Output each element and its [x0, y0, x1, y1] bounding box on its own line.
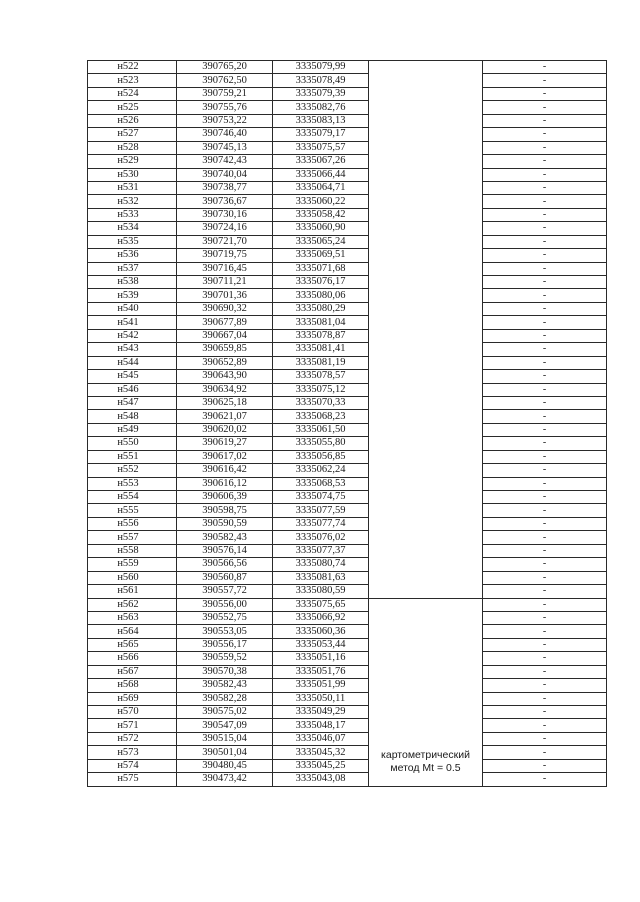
x-coordinate-cell: 390598,75: [177, 504, 273, 517]
y-coordinate-cell: 3335071,68: [273, 262, 369, 275]
table-row: [88, 370, 607, 383]
x-coordinate-cell: 390625,18: [177, 396, 273, 409]
table-row: [88, 141, 607, 154]
y-coordinate-cell: 3335051,76: [273, 665, 369, 678]
y-coordinate-cell: 3335078,87: [273, 329, 369, 342]
dash-cell: -: [483, 585, 607, 598]
point-id-cell: н530: [88, 168, 177, 181]
table-row: [88, 329, 607, 342]
table-row: [88, 155, 607, 168]
point-id-cell: н538: [88, 276, 177, 289]
y-coordinate-cell: 3335083,13: [273, 114, 369, 127]
y-coordinate-cell: 3335060,36: [273, 625, 369, 638]
table-row: [88, 195, 607, 208]
dash-cell: -: [483, 262, 607, 275]
dash-cell: -: [483, 383, 607, 396]
y-coordinate-cell: 3335078,49: [273, 74, 369, 87]
x-coordinate-cell: 390582,43: [177, 531, 273, 544]
point-id-cell: н559: [88, 558, 177, 571]
table-row: [88, 585, 607, 598]
x-coordinate-cell: 390557,72: [177, 585, 273, 598]
x-coordinate-cell: 390721,70: [177, 235, 273, 248]
point-id-cell: н562: [88, 598, 177, 611]
table-row: [88, 706, 607, 719]
method-cell: картометрический метод Mt = 0.5: [369, 598, 483, 786]
dash-cell: -: [483, 396, 607, 409]
y-coordinate-cell: 3335082,76: [273, 101, 369, 114]
x-coordinate-cell: 390547,09: [177, 719, 273, 732]
table-row: [88, 423, 607, 436]
y-coordinate-cell: 3335077,59: [273, 504, 369, 517]
table-row: [88, 168, 607, 181]
table-row: [88, 571, 607, 584]
y-coordinate-cell: 3335046,07: [273, 732, 369, 745]
x-coordinate-cell: 390617,02: [177, 450, 273, 463]
dash-cell: -: [483, 87, 607, 100]
dash-cell: -: [483, 625, 607, 638]
y-coordinate-cell: 3335079,99: [273, 61, 369, 74]
y-coordinate-cell: 3335056,85: [273, 450, 369, 463]
dash-cell: -: [483, 504, 607, 517]
table-row: [88, 181, 607, 194]
y-coordinate-cell: 3335062,24: [273, 464, 369, 477]
table-row: [88, 222, 607, 235]
point-id-cell: н533: [88, 208, 177, 221]
x-coordinate-cell: 390560,87: [177, 571, 273, 584]
dash-cell: -: [483, 450, 607, 463]
dash-cell: -: [483, 692, 607, 705]
dash-cell: -: [483, 74, 607, 87]
dash-cell: -: [483, 719, 607, 732]
y-coordinate-cell: 3335043,08: [273, 773, 369, 786]
point-id-cell: н542: [88, 329, 177, 342]
x-coordinate-cell: 390716,45: [177, 262, 273, 275]
x-coordinate-cell: 390616,12: [177, 477, 273, 490]
dash-cell: -: [483, 773, 607, 786]
y-coordinate-cell: 3335045,32: [273, 746, 369, 759]
point-id-cell: н574: [88, 759, 177, 772]
point-id-cell: н529: [88, 155, 177, 168]
y-coordinate-cell: 3335079,39: [273, 87, 369, 100]
x-coordinate-cell: 390616,42: [177, 464, 273, 477]
table-row: [88, 128, 607, 141]
x-coordinate-cell: 390759,21: [177, 87, 273, 100]
point-id-cell: н551: [88, 450, 177, 463]
point-id-cell: н567: [88, 665, 177, 678]
point-id-cell: н547: [88, 396, 177, 409]
dash-cell: -: [483, 114, 607, 127]
dash-cell: -: [483, 249, 607, 262]
y-coordinate-cell: 3335081,41: [273, 343, 369, 356]
dash-cell: -: [483, 652, 607, 665]
point-id-cell: н550: [88, 437, 177, 450]
dash-cell: -: [483, 423, 607, 436]
y-coordinate-cell: 3335079,17: [273, 128, 369, 141]
point-id-cell: н565: [88, 638, 177, 651]
table-row: [88, 652, 607, 665]
dash-cell: -: [483, 316, 607, 329]
x-coordinate-cell: 390576,14: [177, 544, 273, 557]
dash-cell: -: [483, 611, 607, 624]
x-coordinate-cell: 390556,00: [177, 598, 273, 611]
y-coordinate-cell: 3335075,65: [273, 598, 369, 611]
table-row: [88, 61, 607, 74]
y-coordinate-cell: 3335080,06: [273, 289, 369, 302]
table-row: [88, 746, 607, 759]
dash-cell: -: [483, 679, 607, 692]
y-coordinate-cell: 3335066,44: [273, 168, 369, 181]
point-id-cell: н544: [88, 356, 177, 369]
point-id-cell: н569: [88, 692, 177, 705]
y-coordinate-cell: 3335077,74: [273, 517, 369, 530]
dash-cell: -: [483, 356, 607, 369]
point-id-cell: н575: [88, 773, 177, 786]
point-id-cell: н534: [88, 222, 177, 235]
y-coordinate-cell: 3335070,33: [273, 396, 369, 409]
point-id-cell: н525: [88, 101, 177, 114]
x-coordinate-cell: 390677,89: [177, 316, 273, 329]
x-coordinate-cell: 390552,75: [177, 611, 273, 624]
y-coordinate-cell: 3335051,99: [273, 679, 369, 692]
table-row: [88, 759, 607, 772]
x-coordinate-cell: 390659,85: [177, 343, 273, 356]
y-coordinate-cell: 3335075,12: [273, 383, 369, 396]
dash-cell: -: [483, 329, 607, 342]
point-id-cell: н554: [88, 491, 177, 504]
table-row: [88, 74, 607, 87]
y-coordinate-cell: 3335058,42: [273, 208, 369, 221]
x-coordinate-cell: 390619,27: [177, 437, 273, 450]
dash-cell: -: [483, 141, 607, 154]
dash-cell: -: [483, 464, 607, 477]
dash-cell: -: [483, 638, 607, 651]
y-coordinate-cell: 3335055,80: [273, 437, 369, 450]
coordinates-table-body: [88, 61, 607, 787]
x-coordinate-cell: 390724,16: [177, 222, 273, 235]
table-row: [88, 477, 607, 490]
table-row: [88, 437, 607, 450]
y-coordinate-cell: 3335064,71: [273, 181, 369, 194]
x-coordinate-cell: 390711,21: [177, 276, 273, 289]
y-coordinate-cell: 3335080,74: [273, 558, 369, 571]
x-coordinate-cell: 390740,04: [177, 168, 273, 181]
table-row: [88, 383, 607, 396]
point-id-cell: н573: [88, 746, 177, 759]
dash-cell: -: [483, 302, 607, 315]
dash-cell: -: [483, 208, 607, 221]
dash-cell: -: [483, 343, 607, 356]
table-row: [88, 410, 607, 423]
point-id-cell: н528: [88, 141, 177, 154]
y-coordinate-cell: 3335069,51: [273, 249, 369, 262]
point-id-cell: н531: [88, 181, 177, 194]
y-coordinate-cell: 3335068,23: [273, 410, 369, 423]
y-coordinate-cell: 3335068,53: [273, 477, 369, 490]
dash-cell: -: [483, 477, 607, 490]
dash-cell: -: [483, 558, 607, 571]
x-coordinate-cell: 390742,43: [177, 155, 273, 168]
point-id-cell: н568: [88, 679, 177, 692]
y-coordinate-cell: 3335045,25: [273, 759, 369, 772]
point-id-cell: н548: [88, 410, 177, 423]
dash-cell: -: [483, 491, 607, 504]
y-coordinate-cell: 3335061,50: [273, 423, 369, 436]
x-coordinate-cell: 390745,13: [177, 141, 273, 154]
x-coordinate-cell: 390667,04: [177, 329, 273, 342]
table-row: [88, 692, 607, 705]
x-coordinate-cell: 390652,89: [177, 356, 273, 369]
y-coordinate-cell: 3335077,37: [273, 544, 369, 557]
point-id-cell: н546: [88, 383, 177, 396]
x-coordinate-cell: 390620,02: [177, 423, 273, 436]
table-row: [88, 504, 607, 517]
table-row: [88, 302, 607, 315]
dash-cell: -: [483, 598, 607, 611]
dash-cell: -: [483, 370, 607, 383]
point-id-cell: н571: [88, 719, 177, 732]
table-row: [88, 114, 607, 127]
point-id-cell: н543: [88, 343, 177, 356]
y-coordinate-cell: 3335067,26: [273, 155, 369, 168]
x-coordinate-cell: 390582,43: [177, 679, 273, 692]
point-id-cell: н524: [88, 87, 177, 100]
x-coordinate-cell: 390634,92: [177, 383, 273, 396]
y-coordinate-cell: 3335074,75: [273, 491, 369, 504]
x-coordinate-cell: 390590,59: [177, 517, 273, 530]
x-coordinate-cell: 390701,36: [177, 289, 273, 302]
table-row: [88, 531, 607, 544]
table-row: [88, 679, 607, 692]
x-coordinate-cell: 390480,45: [177, 759, 273, 772]
y-coordinate-cell: 3335076,17: [273, 276, 369, 289]
table-row: [88, 491, 607, 504]
point-id-cell: н566: [88, 652, 177, 665]
x-coordinate-cell: 390515,04: [177, 732, 273, 745]
point-id-cell: н523: [88, 74, 177, 87]
x-coordinate-cell: 390755,76: [177, 101, 273, 114]
point-id-cell: н527: [88, 128, 177, 141]
table-row: [88, 396, 607, 409]
dash-cell: -: [483, 571, 607, 584]
dash-cell: -: [483, 195, 607, 208]
table-row: [88, 208, 607, 221]
dash-cell: -: [483, 665, 607, 678]
x-coordinate-cell: 390738,77: [177, 181, 273, 194]
y-coordinate-cell: 3335065,24: [273, 235, 369, 248]
dash-cell: -: [483, 235, 607, 248]
y-coordinate-cell: 3335081,04: [273, 316, 369, 329]
dash-cell: -: [483, 732, 607, 745]
x-coordinate-cell: 390582,28: [177, 692, 273, 705]
y-coordinate-cell: 3335080,59: [273, 585, 369, 598]
table-row: [88, 638, 607, 651]
dash-cell: -: [483, 276, 607, 289]
point-id-cell: н536: [88, 249, 177, 262]
x-coordinate-cell: 390753,22: [177, 114, 273, 127]
x-coordinate-cell: 390556,17: [177, 638, 273, 651]
x-coordinate-cell: 390566,56: [177, 558, 273, 571]
table-row: [88, 732, 607, 745]
x-coordinate-cell: 390762,50: [177, 74, 273, 87]
point-id-cell: н526: [88, 114, 177, 127]
table-row: [88, 464, 607, 477]
point-id-cell: н540: [88, 302, 177, 315]
y-coordinate-cell: 3335060,22: [273, 195, 369, 208]
dash-cell: -: [483, 531, 607, 544]
point-id-cell: н570: [88, 706, 177, 719]
table-row: [88, 356, 607, 369]
y-coordinate-cell: 3335078,57: [273, 370, 369, 383]
y-coordinate-cell: 3335081,19: [273, 356, 369, 369]
point-id-cell: н532: [88, 195, 177, 208]
dash-cell: -: [483, 437, 607, 450]
coordinates-table: [87, 60, 607, 787]
dash-cell: -: [483, 168, 607, 181]
y-coordinate-cell: 3335080,29: [273, 302, 369, 315]
point-id-cell: н564: [88, 625, 177, 638]
x-coordinate-cell: 390736,67: [177, 195, 273, 208]
y-coordinate-cell: 3335048,17: [273, 719, 369, 732]
dash-cell: -: [483, 759, 607, 772]
point-id-cell: н560: [88, 571, 177, 584]
dash-cell: -: [483, 155, 607, 168]
point-id-cell: н522: [88, 61, 177, 74]
point-id-cell: н541: [88, 316, 177, 329]
table-row: [88, 289, 607, 302]
point-id-cell: н553: [88, 477, 177, 490]
y-coordinate-cell: 3335075,57: [273, 141, 369, 154]
y-coordinate-cell: 3335066,92: [273, 611, 369, 624]
x-coordinate-cell: 390570,38: [177, 665, 273, 678]
dash-cell: -: [483, 181, 607, 194]
point-id-cell: н572: [88, 732, 177, 745]
x-coordinate-cell: 390621,07: [177, 410, 273, 423]
table-row: [88, 598, 607, 611]
table-row: [88, 262, 607, 275]
table-row: [88, 343, 607, 356]
x-coordinate-cell: 390765,20: [177, 61, 273, 74]
point-id-cell: н549: [88, 423, 177, 436]
dash-cell: -: [483, 289, 607, 302]
dash-cell: -: [483, 101, 607, 114]
table-row: [88, 235, 607, 248]
table-row: [88, 101, 607, 114]
table-row: [88, 249, 607, 262]
x-coordinate-cell: 390501,04: [177, 746, 273, 759]
dash-cell: -: [483, 128, 607, 141]
x-coordinate-cell: 390473,42: [177, 773, 273, 786]
point-id-cell: н556: [88, 517, 177, 530]
y-coordinate-cell: 3335081,63: [273, 571, 369, 584]
x-coordinate-cell: 390553,05: [177, 625, 273, 638]
y-coordinate-cell: 3335051,16: [273, 652, 369, 665]
table-row: [88, 316, 607, 329]
y-coordinate-cell: 3335049,29: [273, 706, 369, 719]
table-row: [88, 611, 607, 624]
x-coordinate-cell: 390746,40: [177, 128, 273, 141]
dash-cell: -: [483, 706, 607, 719]
dash-cell: -: [483, 746, 607, 759]
point-id-cell: н557: [88, 531, 177, 544]
point-id-cell: н552: [88, 464, 177, 477]
y-coordinate-cell: 3335060,90: [273, 222, 369, 235]
x-coordinate-cell: 390559,52: [177, 652, 273, 665]
point-id-cell: н558: [88, 544, 177, 557]
table-row: [88, 625, 607, 638]
dash-cell: -: [483, 410, 607, 423]
x-coordinate-cell: 390719,75: [177, 249, 273, 262]
dash-cell: -: [483, 222, 607, 235]
x-coordinate-cell: 390575,02: [177, 706, 273, 719]
point-id-cell: н537: [88, 262, 177, 275]
table-row: [88, 773, 607, 786]
x-coordinate-cell: 390690,32: [177, 302, 273, 315]
point-id-cell: н545: [88, 370, 177, 383]
point-id-cell: н561: [88, 585, 177, 598]
dash-cell: -: [483, 61, 607, 74]
y-coordinate-cell: 3335053,44: [273, 638, 369, 651]
dash-cell: -: [483, 517, 607, 530]
table-row: [88, 517, 607, 530]
point-id-cell: н555: [88, 504, 177, 517]
dash-cell: -: [483, 544, 607, 557]
table-row: [88, 719, 607, 732]
table-row: [88, 276, 607, 289]
method-cell: [369, 61, 483, 599]
x-coordinate-cell: 390643,90: [177, 370, 273, 383]
x-coordinate-cell: 390606,39: [177, 491, 273, 504]
point-id-cell: н539: [88, 289, 177, 302]
table-row: [88, 450, 607, 463]
point-id-cell: н563: [88, 611, 177, 624]
table-row: [88, 558, 607, 571]
table-row: [88, 87, 607, 100]
point-id-cell: н535: [88, 235, 177, 248]
table-row: [88, 665, 607, 678]
y-coordinate-cell: 3335076,02: [273, 531, 369, 544]
table-row: [88, 544, 607, 557]
y-coordinate-cell: 3335050,11: [273, 692, 369, 705]
x-coordinate-cell: 390730,16: [177, 208, 273, 221]
